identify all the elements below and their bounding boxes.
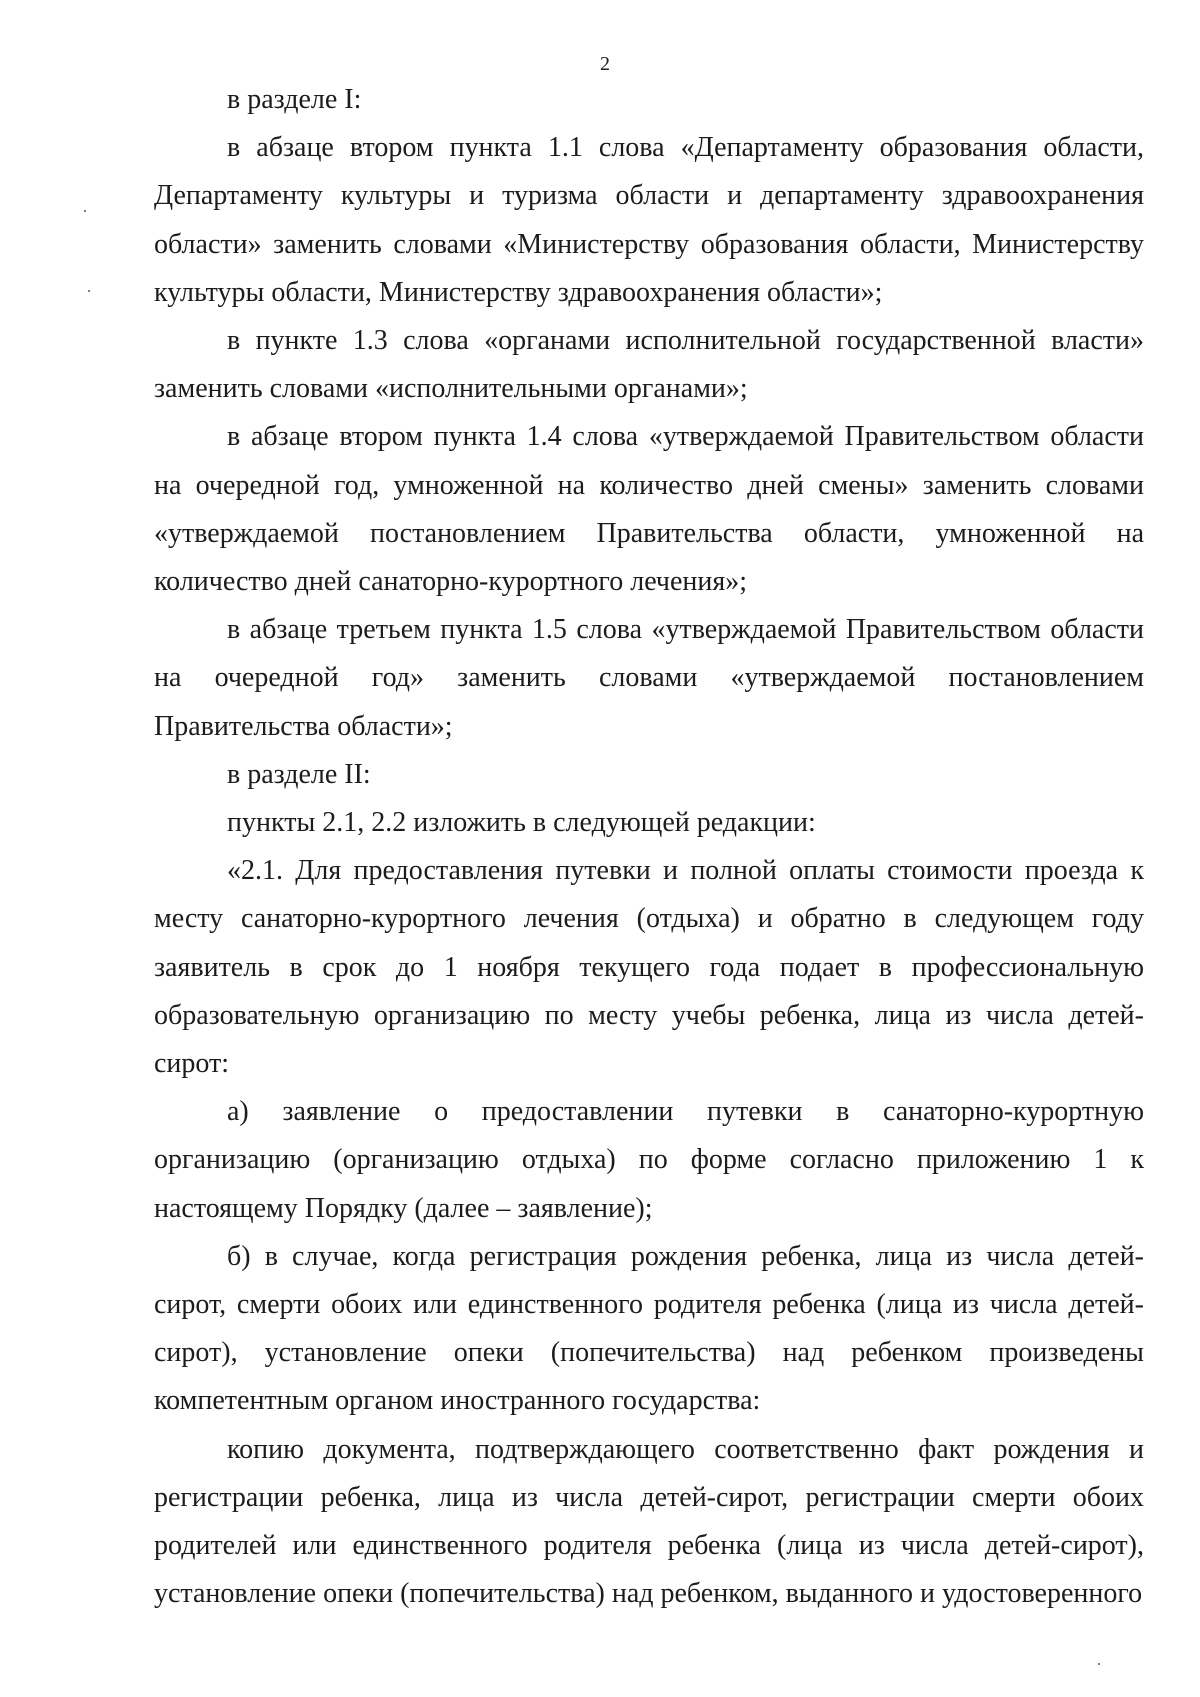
- paragraph-subitem-b: б) в случае, когда регистрация рождения ребенка, лица из числа детей-сирот, смерти обоих или единственного родителя ребенка (лица из числа детей-сирот), установление опеки (попечительства) над ребенком произведены компетентным органом иностранного государства:: [154, 1240, 1144, 1417]
- scan-speck: [84, 210, 86, 212]
- paragraph-subitem-a: а) заявление о предоставлении путевки в санаторно-курортную организацию (организацию отдыха) по форме согласно приложению 1 к настоящему Порядку (далее – заявление);: [154, 1096, 1144, 1224]
- paragraph-item-2-1: «2.1. Для предоставления путевки и полной оплаты стоимости проезда к месту санаторно-курортного лечения (отдыха) и обратно в следующем году заявитель в срок до 1 ноября текущего года подает в профессиональную образовательную организацию по месту учебы ребенка, лица из числа детей-сирот:: [154, 855, 1144, 1080]
- paragraph-item-1-3: в пункте 1.3 слова «органами исполнительной государственной власти» заменить словами «исполнительными органами»;: [154, 325, 1144, 405]
- paragraph-document-copy: копию документа, подтверждающего соответственно факт рождения и регистрации ребенка, лица из числа детей-сирот, регистрации смерти обоих родителей или единственного родителя ребенка (лица из числа детей-сирот), установление опеки (попечительства) над ребенком, выданного и удостоверенного: [154, 1433, 1144, 1610]
- paragraph-items-2-1-2-2-intro: пункты 2.1, 2.2 изложить в следующей редакции:: [227, 807, 816, 839]
- document-body: [154, 76, 1144, 1619]
- scan-speck: [88, 290, 90, 292]
- paragraph-item-1-1: в абзаце втором пункта 1.1 слова «Департаменту образования области, Департаменту культуры и туризма области и департаменту здравоохранения области» заменить словами «Министерству образования области, Министерству культуры области, Министерству здравоохранения области»;: [154, 132, 1144, 308]
- page-number: 2: [600, 53, 610, 75]
- paragraph-item-1-4: в абзаце втором пункта 1.4 слова «утверждаемой Правительством области на очередной год, умноженной на количество дней смены» заменить словами «утверждаемой постановлением Правительства области, умноженной на количество дней санаторно-курортного лечения»;: [154, 421, 1144, 598]
- scan-speck: [1098, 1663, 1100, 1665]
- paragraph-item-1-5: в абзаце третьем пункта 1.5 слова «утверждаемой Правительством области на очередной год» заменить словами «утверждаемой постановлением Правительства области»;: [154, 614, 1144, 742]
- paragraph-section-1-heading: в разделе I:: [227, 84, 362, 115]
- paragraph-section-2-heading: в разделе II:: [227, 758, 371, 790]
